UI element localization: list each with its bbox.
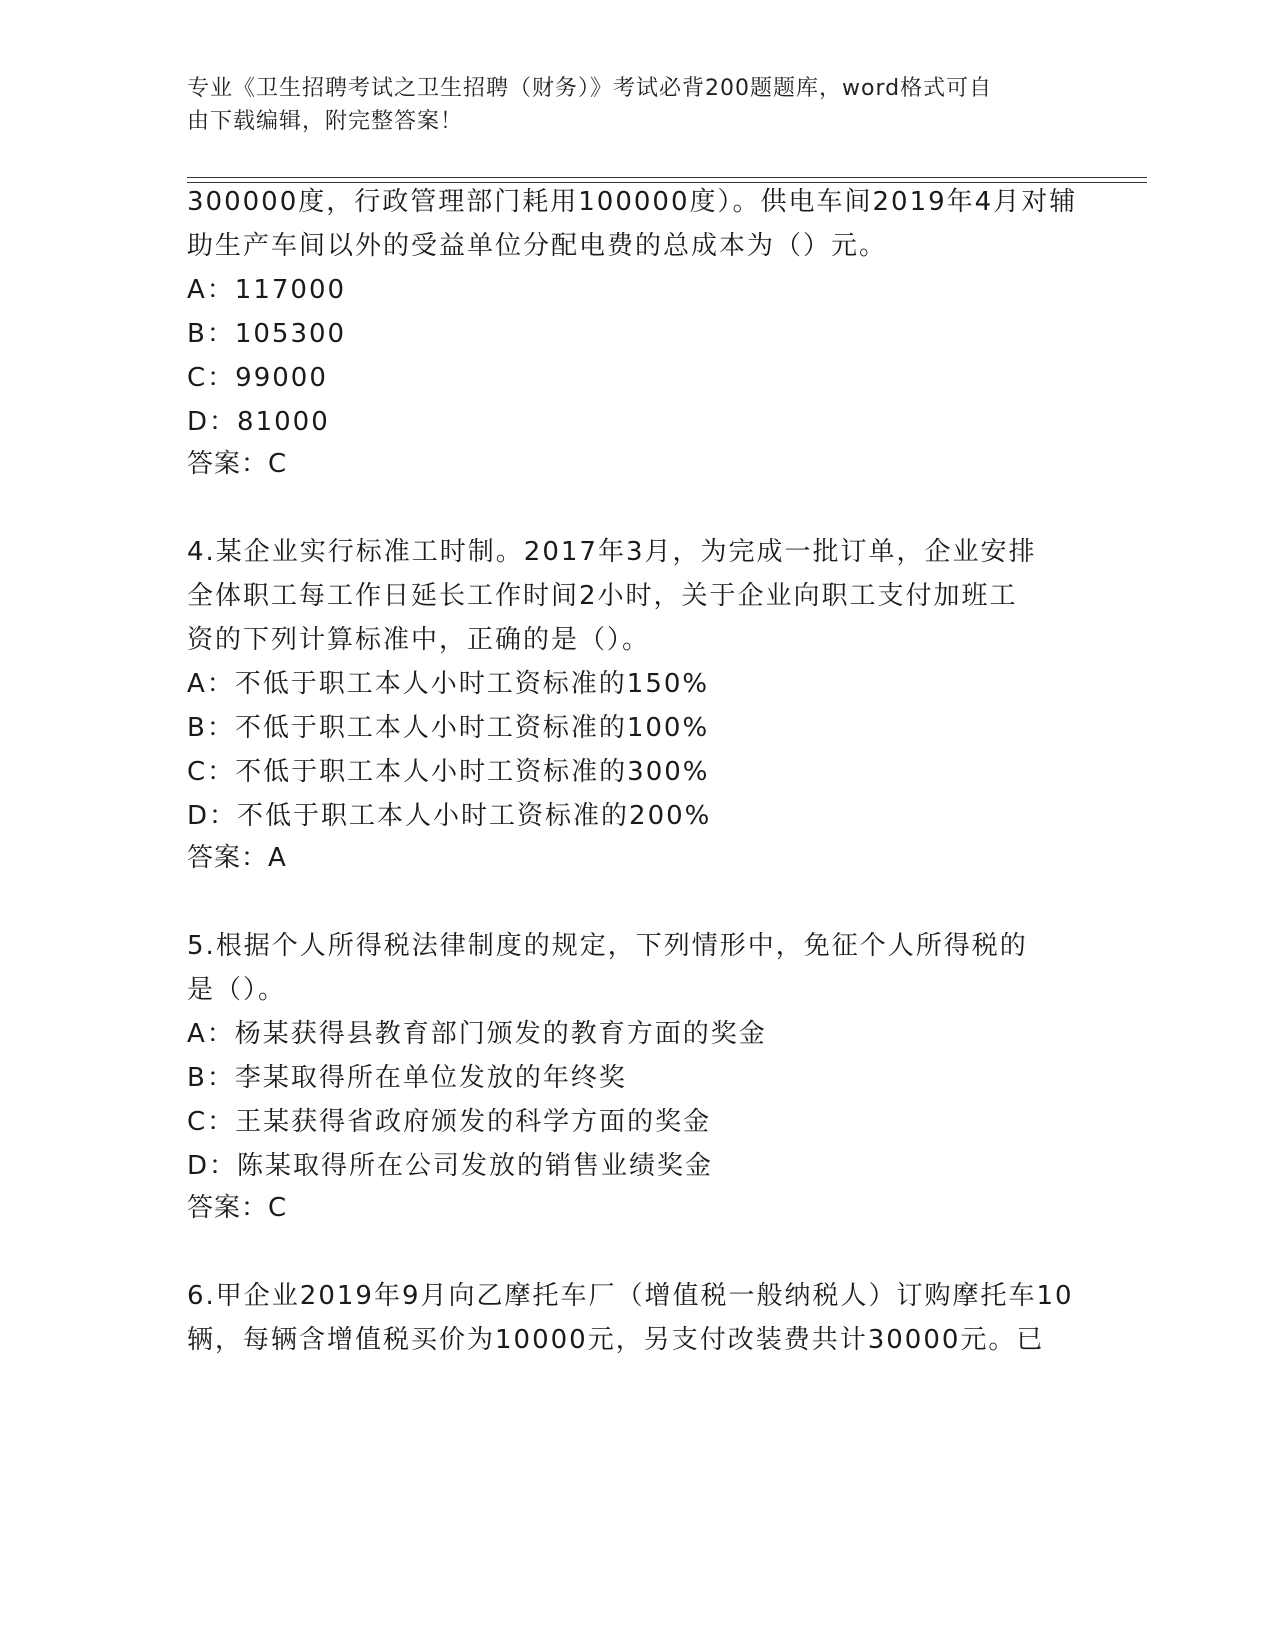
q3-option-a: A：117000: [187, 275, 347, 305]
q6-stem-line-1: 6.甲企业2019年9月向乙摩托车厂（增值税一般纳税人）订购摩托车10: [187, 1281, 1074, 1311]
q4-option-a: A：不低于职工本人小时工资标准的150%: [187, 669, 710, 699]
q3-stem-line-1: 300000度，行政管理部门耗用100000度）。供电车间2019年4月对辅: [187, 187, 1078, 217]
q4-stem-line-1: 4.某企业实行标准工时制。2017年3月，为完成一批订单，企业安排: [187, 537, 1037, 567]
q4-option-b: B：不低于职工本人小时工资标准的100%: [187, 713, 710, 743]
q5-option-a: A：杨某获得县教育部门颁发的教育方面的奖金: [187, 1019, 767, 1049]
q4-answer: 答案：A: [187, 843, 287, 873]
q3-option-c: C：99000: [187, 363, 328, 393]
header-line-2: 由下载编辑，附完整答案！: [187, 109, 464, 134]
q4-stem-line-2: 全体职工每工作日延长工作时间2小时，关于企业向职工支付加班工: [187, 581, 1018, 611]
q5-option-d: D：陈某取得所在公司发放的销售业绩奖金: [187, 1151, 714, 1181]
q4-option-d: D：不低于职工本人小时工资标准的200%: [187, 801, 712, 831]
q6-stem-line-2: 辆，每辆含增值税买价为10000元，另支付改装费共计30000元。已: [187, 1325, 1045, 1355]
q5-stem-line-2: 是（）。: [187, 975, 287, 1005]
q5-answer: 答案：C: [187, 1193, 288, 1223]
q3-answer: 答案：C: [187, 449, 288, 479]
q4-stem-line-3: 资的下列计算标准中，正确的是（）。: [187, 625, 651, 655]
q5-option-b: B：李某取得所在单位发放的年终奖: [187, 1063, 627, 1093]
header-divider-bottom: [187, 182, 1147, 183]
q5-stem-line-1: 5.根据个人所得税法律制度的规定，下列情形中，免征个人所得税的: [187, 931, 1028, 961]
q3-option-d: D：81000: [187, 407, 330, 437]
page-header: [187, 72, 1087, 138]
header-divider-top: [187, 177, 1147, 178]
q3-option-b: B：105300: [187, 319, 347, 349]
q3-stem-line-2: 助生产车间以外的受益单位分配电费的总成本为（）元。: [187, 231, 888, 261]
q4-option-c: C：不低于职工本人小时工资标准的300%: [187, 757, 710, 787]
q5-option-c: C：王某获得省政府颁发的科学方面的奖金: [187, 1107, 712, 1137]
header-line-1: 专业《卫生招聘考试之卫生招聘（财务）》考试必背200题题库，word格式可自: [187, 76, 993, 101]
